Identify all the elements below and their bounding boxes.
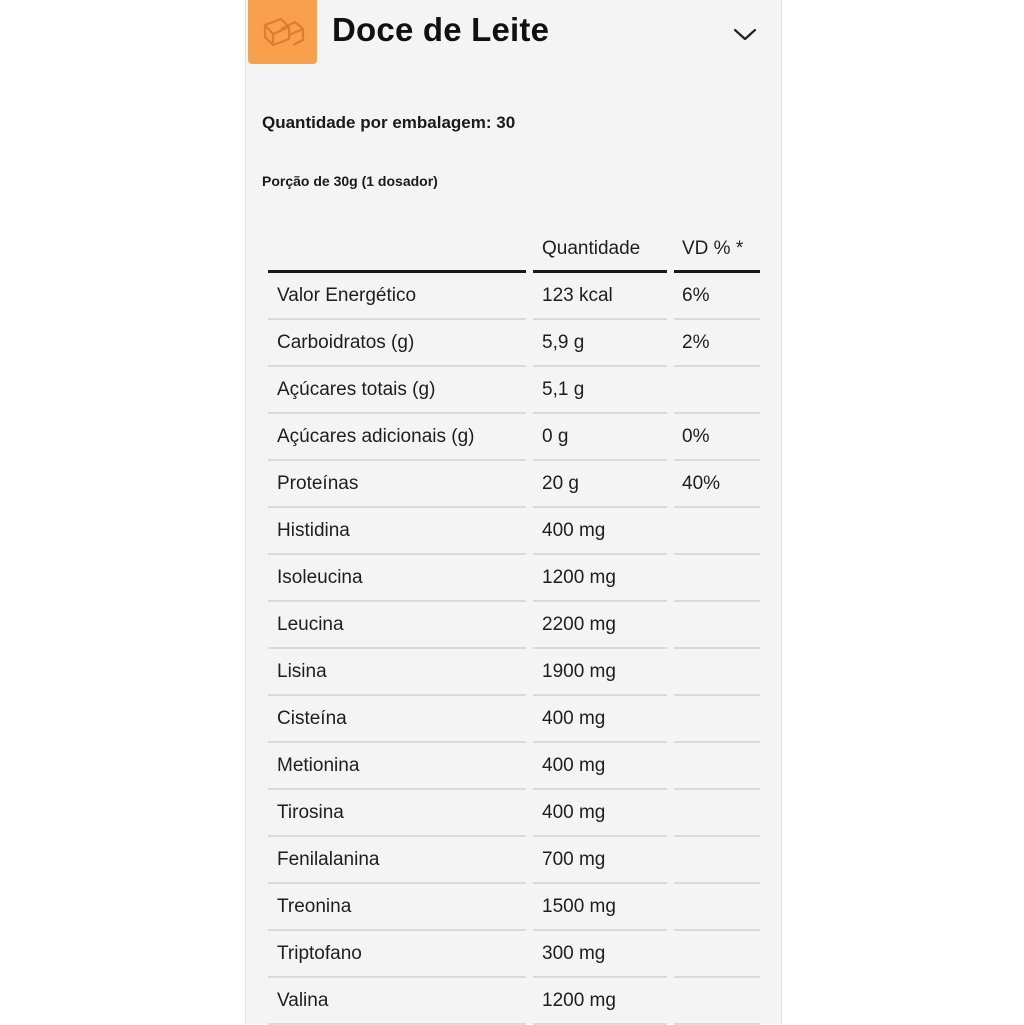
nutrient-daily-value — [674, 884, 760, 931]
nutrient-name: Leucina — [268, 602, 526, 649]
table-row — [268, 649, 762, 696]
nutrient-daily-value: 6% — [674, 273, 760, 320]
table-row — [268, 884, 762, 931]
table-row — [268, 696, 762, 743]
nutrient-quantity: 123 kcal — [533, 273, 667, 320]
portion-size: Porção de 30g (1 dosador) — [262, 173, 438, 189]
nutrient-name: Metionina — [268, 743, 526, 790]
table-body — [268, 273, 762, 1025]
nutrient-name: Valor Energético — [268, 273, 526, 320]
nutrient-quantity: 20 g — [533, 461, 667, 508]
nutrient-daily-value — [674, 367, 760, 414]
nutrient-quantity: 700 mg — [533, 837, 667, 884]
table-row — [268, 978, 762, 1025]
nutrient-daily-value: 0% — [674, 414, 760, 461]
nutrient-name: Proteínas — [268, 461, 526, 508]
nutrient-quantity: 1900 mg — [533, 649, 667, 696]
table-row — [268, 790, 762, 837]
table-row — [268, 508, 762, 555]
nutrient-quantity: 5,9 g — [533, 320, 667, 367]
nutrient-quantity: 400 mg — [533, 696, 667, 743]
header-nutrient — [268, 227, 526, 273]
table-row — [268, 461, 762, 508]
nutrient-quantity: 300 mg — [533, 931, 667, 978]
table-row — [268, 743, 762, 790]
candy-cube-icon — [248, 0, 317, 64]
nutrient-name: Açúcares adicionais (g) — [268, 414, 526, 461]
nutrition-panel — [245, 0, 782, 1024]
table-row — [268, 931, 762, 978]
nutrient-daily-value — [674, 790, 760, 837]
header-quantity: Quantidade — [533, 227, 667, 273]
nutrient-daily-value — [674, 508, 760, 555]
nutrient-name: Açúcares totais (g) — [268, 367, 526, 414]
nutrient-daily-value — [674, 649, 760, 696]
table-row — [268, 555, 762, 602]
nutrient-quantity: 2200 mg — [533, 602, 667, 649]
nutrient-name: Treonina — [268, 884, 526, 931]
nutrient-quantity: 1500 mg — [533, 884, 667, 931]
nutrient-name: Cisteína — [268, 696, 526, 743]
table-row — [268, 273, 762, 320]
nutrient-name: Valina — [268, 978, 526, 1025]
table-row — [268, 837, 762, 884]
table-row — [268, 602, 762, 649]
nutrient-name: Carboidratos (g) — [268, 320, 526, 367]
nutrition-table — [268, 227, 762, 1025]
header-daily-value: VD % * — [674, 227, 760, 273]
nutrient-name: Histidina — [268, 508, 526, 555]
nutrient-daily-value — [674, 743, 760, 790]
product-title: Doce de Leite — [332, 11, 550, 48]
nutrient-name: Fenilalanina — [268, 837, 526, 884]
nutrient-daily-value — [674, 931, 760, 978]
nutrient-daily-value: 40% — [674, 461, 760, 508]
chevron-down-icon[interactable] — [732, 24, 758, 44]
nutrient-daily-value: 2% — [674, 320, 760, 367]
nutrient-name: Tirosina — [268, 790, 526, 837]
nutrient-quantity: 400 mg — [533, 743, 667, 790]
nutrient-daily-value — [674, 978, 760, 1025]
table-row — [268, 367, 762, 414]
nutrient-name: Isoleucina — [268, 555, 526, 602]
nutrient-quantity: 1200 mg — [533, 978, 667, 1025]
nutrient-daily-value — [674, 602, 760, 649]
nutrient-quantity: 1200 mg — [533, 555, 667, 602]
nutrient-quantity: 0 g — [533, 414, 667, 461]
nutrient-daily-value — [674, 837, 760, 884]
table-row — [268, 414, 762, 461]
nutrient-daily-value — [674, 555, 760, 602]
table-row — [268, 320, 762, 367]
nutrient-name: Lisina — [268, 649, 526, 696]
nutrient-quantity: 5,1 g — [533, 367, 667, 414]
servings-per-package: Quantidade por embalagem: 30 — [262, 113, 516, 132]
nutrient-daily-value — [674, 696, 760, 743]
table-header-row — [268, 227, 762, 273]
nutrient-quantity: 400 mg — [533, 508, 667, 555]
nutrient-quantity: 400 mg — [533, 790, 667, 837]
nutrient-name: Triptofano — [268, 931, 526, 978]
